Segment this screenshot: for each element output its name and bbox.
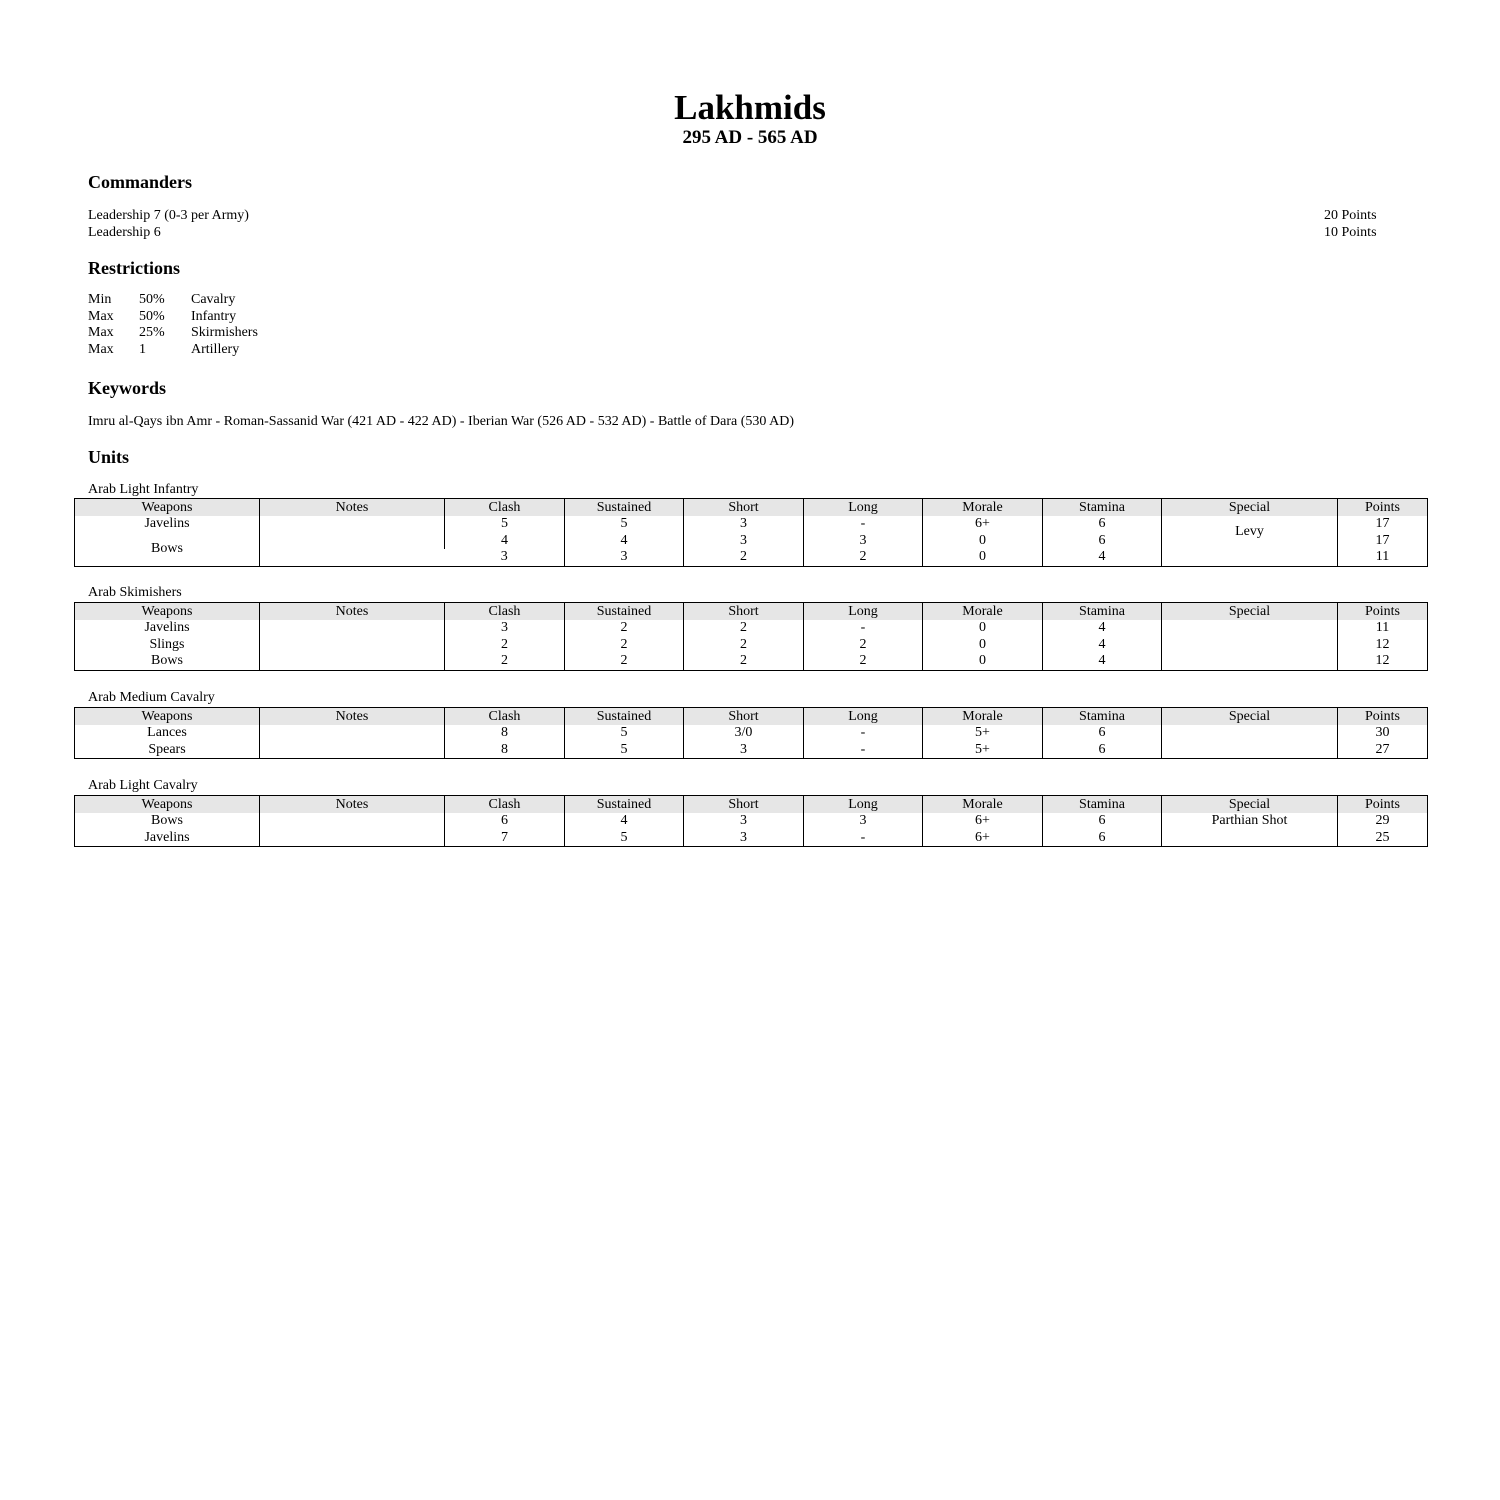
points-cell: 17 bbox=[1338, 516, 1428, 533]
short-cell: 2 bbox=[684, 549, 804, 566]
header-notes: Notes bbox=[260, 603, 445, 621]
notes-cell bbox=[260, 725, 445, 742]
header-sustained: Sustained bbox=[565, 499, 684, 517]
header-stamina: Stamina bbox=[1043, 708, 1162, 726]
weapon-cell: Slings bbox=[149, 636, 185, 652]
unit-name: Arab Medium Cavalry bbox=[88, 690, 215, 705]
stamina-cell: 4 bbox=[1043, 620, 1162, 637]
short-cell: 3 bbox=[684, 533, 804, 550]
sustained-cell: 2 bbox=[565, 620, 684, 637]
restriction-type: Max bbox=[88, 325, 114, 341]
sustained-cell: 4 bbox=[565, 813, 684, 830]
page-title: Lakhmids bbox=[674, 88, 826, 127]
short-cell: 3 bbox=[684, 830, 804, 847]
points-cell: 17 bbox=[1338, 533, 1428, 550]
points-cell: 12 bbox=[1338, 637, 1428, 654]
unit-name: Arab Skimishers bbox=[88, 585, 182, 600]
points-cell: 29 bbox=[1338, 813, 1428, 830]
clash-cell: 2 bbox=[445, 653, 565, 670]
morale-cell: 0 bbox=[923, 653, 1043, 670]
restriction-type: Max bbox=[88, 308, 114, 324]
unit-name: Arab Light Infantry bbox=[88, 482, 199, 497]
restriction-type: Max bbox=[88, 342, 114, 358]
weapon-cell: Spears bbox=[148, 741, 186, 757]
header-long: Long bbox=[804, 499, 923, 517]
notes-cell bbox=[260, 620, 445, 637]
clash-cell: 8 bbox=[445, 742, 565, 759]
table-row bbox=[75, 725, 1428, 742]
table-header-row bbox=[75, 499, 1428, 517]
weapon-cell: Bows bbox=[151, 813, 183, 828]
restriction-row bbox=[88, 292, 258, 309]
commander-points: 20 Points bbox=[1324, 208, 1377, 223]
long-cell: 2 bbox=[804, 549, 923, 566]
morale-cell: 0 bbox=[923, 637, 1043, 654]
long-cell: - bbox=[804, 620, 923, 637]
header-long: Long bbox=[804, 708, 923, 726]
stamina-cell: 6 bbox=[1043, 725, 1162, 742]
sustained-cell: 2 bbox=[565, 637, 684, 654]
morale-cell: 0 bbox=[923, 620, 1043, 637]
short-cell: 2 bbox=[684, 620, 804, 637]
notes-cell bbox=[260, 653, 445, 670]
table-row bbox=[75, 620, 1428, 637]
header-points: Points bbox=[1338, 499, 1428, 517]
units-heading: Units bbox=[88, 447, 130, 467]
notes-cell bbox=[260, 516, 445, 566]
weapon-cell: Lances bbox=[147, 725, 187, 740]
clash-cell: 3 bbox=[500, 549, 508, 564]
header-stamina: Stamina bbox=[1043, 499, 1162, 517]
morale-cell: 5+ bbox=[923, 725, 1043, 742]
special-cell bbox=[1162, 653, 1338, 670]
header-sustained: Sustained bbox=[565, 603, 684, 621]
commander-label: Leadership 6 bbox=[88, 225, 161, 240]
sustained-cell: 5 bbox=[565, 725, 684, 742]
clash-cell: 7 bbox=[445, 830, 565, 847]
clash-cell: 5 bbox=[445, 516, 565, 533]
header-morale: Morale bbox=[923, 603, 1043, 621]
weapon-cell: Javelins bbox=[144, 829, 190, 845]
table-row bbox=[75, 830, 1428, 847]
header-clash: Clash bbox=[445, 603, 565, 621]
long-cell: 3 bbox=[804, 813, 923, 830]
restriction-row bbox=[88, 342, 258, 359]
restriction-category: Artillery bbox=[191, 342, 240, 358]
special-cell bbox=[1162, 549, 1338, 566]
short-cell: 2 bbox=[684, 653, 804, 670]
header-short: Short bbox=[684, 603, 804, 621]
sustained-cell: 5 bbox=[565, 830, 684, 847]
points-cell: 11 bbox=[1338, 549, 1428, 566]
special-cell bbox=[1162, 620, 1338, 637]
header-short: Short bbox=[684, 796, 804, 814]
long-cell: 3 bbox=[804, 533, 923, 550]
long-cell: - bbox=[804, 725, 923, 742]
restriction-category: Infantry bbox=[191, 308, 237, 324]
stamina-cell: 6 bbox=[1043, 813, 1162, 830]
header-points: Points bbox=[1338, 708, 1428, 726]
header-weapons: Weapons bbox=[75, 499, 260, 517]
points-cell: 27 bbox=[1338, 742, 1428, 759]
long-cell: - bbox=[804, 742, 923, 759]
morale-cell: 6+ bbox=[923, 830, 1043, 847]
special-cell: Parthian Shot bbox=[1162, 813, 1338, 830]
special-cell bbox=[1162, 830, 1338, 847]
restriction-value: 50% bbox=[139, 308, 165, 324]
unit-table bbox=[74, 795, 1428, 847]
header-special: Special bbox=[1162, 499, 1338, 517]
long-cell: 2 bbox=[804, 637, 923, 654]
morale-cell: 0 bbox=[923, 549, 1043, 566]
header-weapons: Weapons bbox=[75, 796, 260, 814]
stamina-cell: 6 bbox=[1043, 830, 1162, 847]
unit-table bbox=[74, 707, 1428, 759]
commander-points: 10 Points bbox=[1324, 225, 1377, 240]
header-notes: Notes bbox=[260, 708, 445, 726]
clash-cell: 3 bbox=[445, 620, 565, 637]
notes-cell bbox=[260, 742, 445, 759]
header-special: Special bbox=[1162, 708, 1338, 726]
clash-cell: 4 bbox=[445, 533, 565, 550]
restriction-category: Skirmishers bbox=[191, 325, 258, 341]
notes-cell bbox=[260, 813, 445, 830]
short-cell: 3 bbox=[684, 742, 804, 759]
stamina-cell: 6 bbox=[1043, 516, 1162, 533]
clash-cell: 2 bbox=[445, 637, 565, 654]
header-notes: Notes bbox=[260, 499, 445, 517]
long-cell: 2 bbox=[804, 653, 923, 670]
weapon-cell: Javelins bbox=[144, 516, 190, 531]
weapon-cell: Bows bbox=[151, 653, 183, 668]
sustained-cell: 2 bbox=[565, 653, 684, 670]
notes-cell bbox=[260, 830, 445, 847]
long-cell: - bbox=[804, 516, 923, 533]
header-morale: Morale bbox=[923, 796, 1043, 814]
header-morale: Morale bbox=[923, 708, 1043, 726]
restrictions-heading: Restrictions bbox=[88, 258, 180, 278]
short-cell: 3 bbox=[684, 813, 804, 830]
points-cell: 25 bbox=[1338, 830, 1428, 847]
page-subtitle: 295 AD - 565 AD bbox=[682, 127, 818, 148]
short-cell: 3/0 bbox=[684, 725, 804, 742]
short-cell: 3 bbox=[684, 516, 804, 533]
stamina-cell: 6 bbox=[1043, 533, 1162, 550]
restriction-value: 1 bbox=[139, 342, 146, 358]
commander-label: Leadership 7 (0-3 per Army) bbox=[88, 208, 249, 223]
header-notes: Notes bbox=[260, 796, 445, 814]
unit-table bbox=[74, 602, 1428, 671]
unit-table bbox=[74, 498, 1428, 567]
stamina-cell: 6 bbox=[1043, 742, 1162, 759]
header-weapons: Weapons bbox=[75, 603, 260, 621]
clash-cell: 6 bbox=[445, 813, 565, 830]
header-morale: Morale bbox=[923, 499, 1043, 517]
points-cell: 11 bbox=[1338, 620, 1428, 637]
table-row bbox=[75, 516, 1428, 533]
unit-name: Arab Light Cavalry bbox=[88, 778, 198, 793]
header-points: Points bbox=[1338, 796, 1428, 814]
morale-cell: 0 bbox=[923, 533, 1043, 550]
restriction-value: 25% bbox=[139, 325, 165, 341]
table-row bbox=[75, 637, 1428, 654]
notes-cell bbox=[260, 637, 445, 654]
header-long: Long bbox=[804, 603, 923, 621]
sustained-cell: 5 bbox=[565, 742, 684, 759]
header-long: Long bbox=[804, 796, 923, 814]
commanders-heading: Commanders bbox=[88, 172, 192, 192]
keywords-text: Imru al-Qays ibn Amr - Roman-Sassanid War (421 AD - 422 AD) - Iberian War (526 AD - 532 AD) - Battle of Dara (530 AD) bbox=[88, 414, 795, 429]
stamina-cell: 4 bbox=[1043, 637, 1162, 654]
restriction-row bbox=[88, 325, 258, 342]
table-row bbox=[75, 813, 1428, 830]
special-cell: Levy bbox=[1162, 516, 1338, 549]
restrictions-list bbox=[88, 292, 258, 359]
long-cell: - bbox=[804, 830, 923, 847]
sustained-cell: 3 bbox=[565, 549, 684, 566]
morale-cell: 5+ bbox=[923, 742, 1043, 759]
keywords-heading: Keywords bbox=[88, 378, 166, 398]
header-sustained: Sustained bbox=[565, 796, 684, 814]
sustained-cell: 5 bbox=[565, 516, 684, 533]
morale-cell: 6+ bbox=[923, 813, 1043, 830]
header-stamina: Stamina bbox=[1043, 603, 1162, 621]
table-header-row bbox=[75, 708, 1428, 726]
header-sustained: Sustained bbox=[565, 708, 684, 726]
header-points: Points bbox=[1338, 603, 1428, 621]
header-stamina: Stamina bbox=[1043, 796, 1162, 814]
weapon-cell: Javelins bbox=[144, 620, 190, 635]
stamina-cell: 4 bbox=[1043, 653, 1162, 670]
morale-cell: 6+ bbox=[923, 516, 1043, 533]
restriction-category: Cavalry bbox=[191, 292, 236, 307]
special-cell bbox=[1162, 742, 1338, 759]
weapon-cell: Bows bbox=[151, 540, 183, 556]
table-row bbox=[75, 742, 1428, 759]
table-row bbox=[75, 653, 1428, 670]
header-clash: Clash bbox=[445, 796, 565, 814]
stamina-cell: 4 bbox=[1043, 549, 1162, 566]
header-special: Special bbox=[1162, 796, 1338, 814]
restriction-type: Min bbox=[88, 292, 112, 307]
points-cell: 12 bbox=[1338, 653, 1428, 670]
table-header-row bbox=[75, 603, 1428, 621]
points-cell: 30 bbox=[1338, 725, 1428, 742]
header-weapons: Weapons bbox=[75, 708, 260, 726]
restriction-row bbox=[88, 309, 258, 326]
header-special: Special bbox=[1162, 603, 1338, 621]
special-cell bbox=[1162, 725, 1338, 742]
special-cell bbox=[1162, 637, 1338, 654]
header-short: Short bbox=[684, 499, 804, 517]
header-clash: Clash bbox=[445, 499, 565, 517]
table-header-row bbox=[75, 796, 1428, 814]
clash-cell: 8 bbox=[445, 725, 565, 742]
header-short: Short bbox=[684, 708, 804, 726]
header-clash: Clash bbox=[445, 708, 565, 726]
short-cell: 2 bbox=[684, 637, 804, 654]
sustained-cell: 4 bbox=[565, 533, 684, 550]
restriction-value: 50% bbox=[139, 292, 165, 307]
